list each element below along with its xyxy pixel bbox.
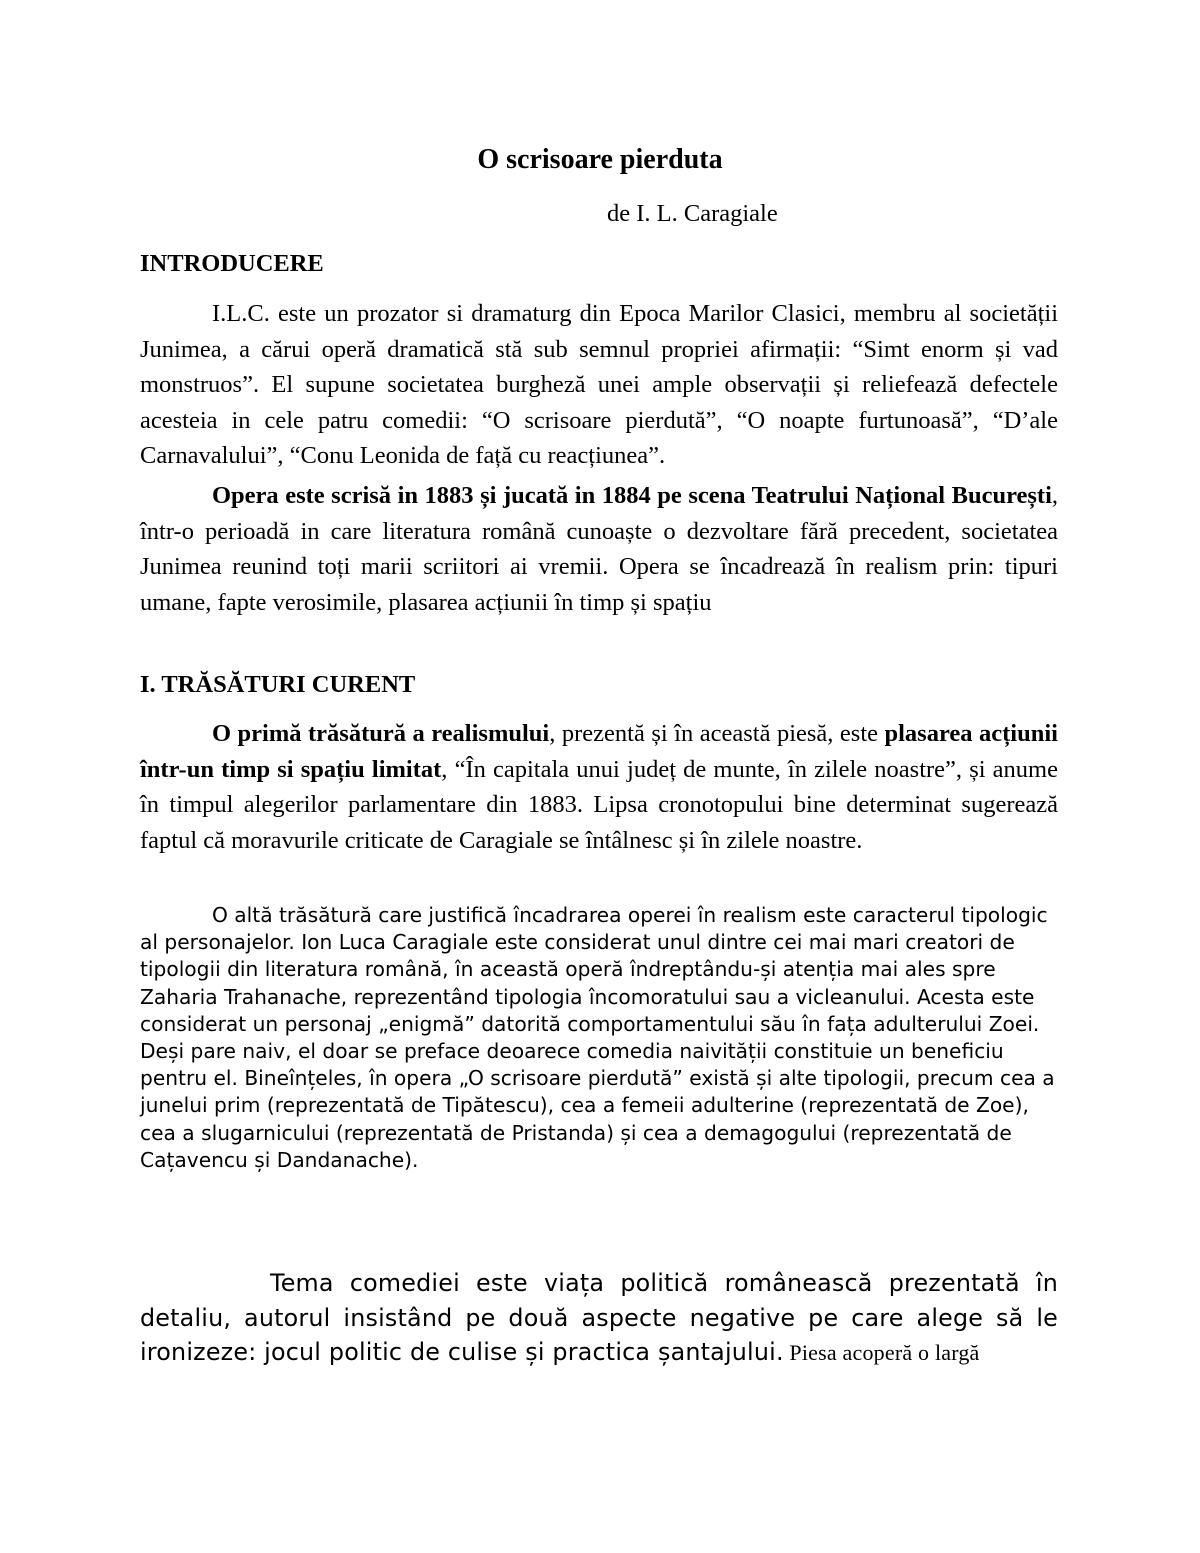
paragraph-second-trait: O altă trăsătură care justifică încadrarea operei în realism este caracterul tipologic al personajelor. Ion Luca Caragiale este considerat unul dintre cei mai mari creatori de tipologii din literatura română, în această operă îndreptându-și atenția mai ales spre Zaharia Trahanache, reprezentând tipologia încomoratului sau a vicleanului. Acesta este considerat un personaj „enigmă” datorită comportamentului său în fața adulterului Zoei. Deși pare naiv, el doar se preface deoarece comedia naivității constituie un beneficiu pentru el. Bineînțeles, în opera „O scrisoare pierdută” există și alte tipologii, precum cea a junelui prim (reprezentată de Tipătescu), cea a femeii adulterine (reprezentată de Zoe), cea a slugarnicului (reprezentată de Pristanda) și cea a demagogului (reprezentată de Cațavencu și Dandanache).	[140, 903, 1055, 1172]
paragraph-publication-text: , într-o perioadă in care literatura română cunoaște o dezvoltare fără precedent, societatea Junimea reunind toți marii scriitori ai vremii. Opera se încadrează în realism prin: tipuri umane, fapte verosimile, plasarea acțiunii în timp și spațiu	[140, 482, 1058, 616]
paragraph-publication	[140, 478, 1058, 620]
document-author: de I. L. Caragiale	[607, 200, 778, 227]
paragraph-first-trait-bold-mid: plasarea acțiunii într-un timp si spațiu limitat	[140, 720, 1058, 783]
paragraph-theme-tail: Piesa acoperă o largă	[783, 1340, 980, 1365]
paragraph-publication-bold: Opera este scrisă in 1883 și jucată in 1884 pe scena Teatrului Național București	[212, 482, 1052, 509]
intro-heading: INTRODUCERE	[140, 250, 324, 277]
section-heading-traits: I. TRĂSĂTURI CURENT	[140, 671, 416, 698]
paragraph-first-trait	[140, 716, 1058, 858]
paragraph-first-trait-middle: , prezentă și în această piesă, este	[549, 720, 885, 747]
paragraph-theme-main: Tema comediei este viața politică românească prezentată în detaliu, autorul insistând pe două aspecte negative pe care alege să le ironizeze: jocul politic de culise și practica șantajului.	[140, 1269, 1058, 1366]
paragraph-theme	[140, 1266, 1058, 1371]
document-title: O scrisoare pierduta	[477, 144, 723, 175]
paragraph-first-trait-text: , “În capitala unui județ de munte, în zilele noastre”, și anume în timpul alegerilor parlamentare din 1883. Lipsa cronotopului bine determinat sugerează faptul că moravurile criticate de Caragiale se întâlnesc și în zilele noastre.	[140, 755, 1058, 854]
intro-paragraph: I.L.C. este un prozator si dramaturg din Epoca Marilor Clasici, membru al societății Junimea, a cărui operă dramatică stă sub semnul propriei afirmații: “Simt enorm și vad monstruos”. El supune societatea burgheză unei ample observații și reliefează defectele acesteia in cele patru comedii: “O scrisoare pierdută”, “O noapte furtunoasă”, “D’ale Carnavalului”, “Conu Leonida de față cu reacțiunea”.	[140, 300, 1058, 469]
paragraph-first-trait-bold-lead: O primă trăsătură a realismului	[212, 720, 550, 747]
